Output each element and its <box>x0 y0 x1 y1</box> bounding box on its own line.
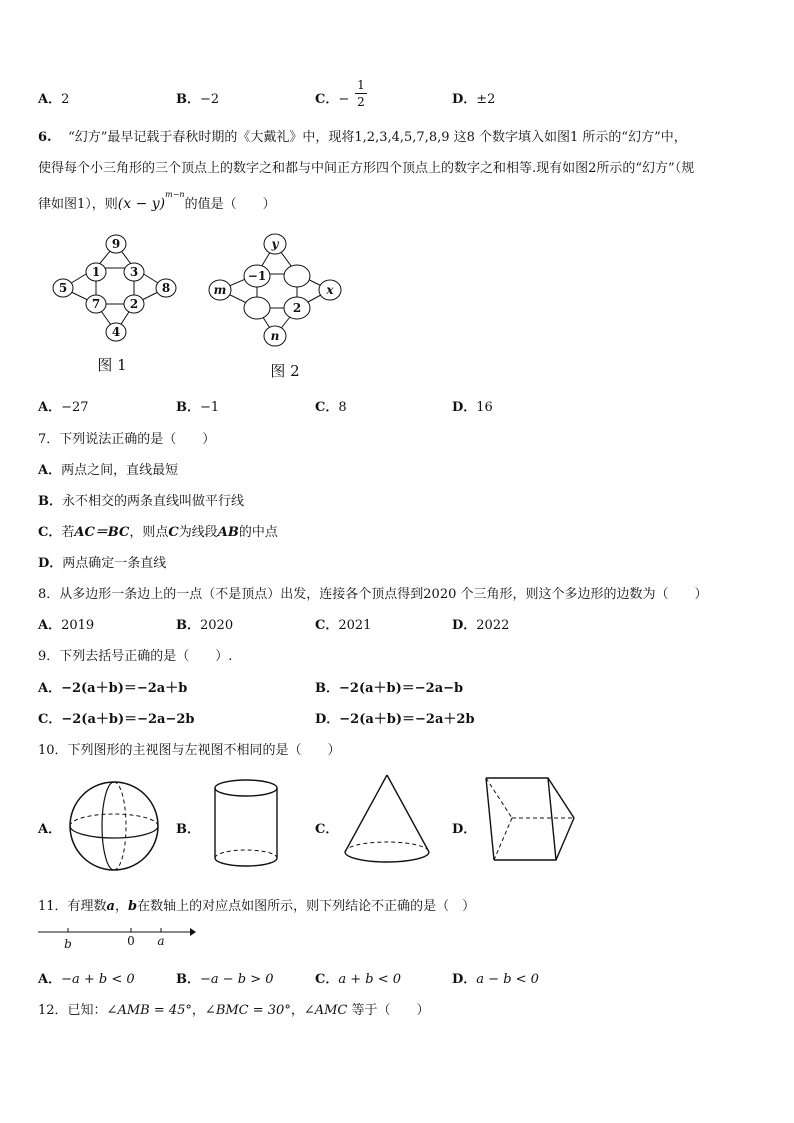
q7-option-a: A．两点之间，直线最短 <box>38 463 179 478</box>
q8-stem: 8．从多边形一条边上的一点（不是顶点）出发，连接各个顶点得到2020 个三角形，则这个多边形的边数为（ ） <box>38 587 708 602</box>
fig2-node-label: x <box>326 283 334 297</box>
q10-option-c-label: C． <box>315 822 339 837</box>
q6-option-d: D．16 <box>452 400 493 415</box>
number-line-arrow-icon <box>190 928 196 936</box>
q5-option-b: B．−2 <box>176 92 220 107</box>
q7-option-c: C．若AC＝BC，则点C为线段AB的中点 <box>38 525 278 540</box>
magic-square-figure-2 <box>202 232 352 382</box>
q10-option-a-label: A． <box>38 822 62 837</box>
fig1-caption: 图 1 <box>97 356 127 374</box>
q11-stem: 11．有理数a，b在数轴上的对应点如图所示，则下列结论不正确的是（ ） <box>38 899 476 914</box>
q6-option-c: C．8 <box>315 400 347 415</box>
sphere-icon <box>66 778 162 874</box>
fig1-node-label: 5 <box>58 281 68 295</box>
q6-line3: 律如图1），则$(x - y)^{m-n}$的值是（ ） <box>38 189 276 212</box>
fig1-node-label: 2 <box>129 297 139 311</box>
fig2-node-label: 2 <box>292 301 302 315</box>
magic-square-figure-1 <box>48 232 198 380</box>
fig2-caption: 图 2 <box>270 362 300 380</box>
q12-stem: 12．已知：∠AMB = 45°，∠BMC = 30°，∠AMC 等于（ ） <box>38 1003 430 1018</box>
number-line <box>36 924 200 954</box>
q6-line1: 6. “幻方”最早记载于春秋时期的《大戴礼》中，现将1,2,3,4,5,7,8,9 这8 个数字填入如图1 所示的“幻方”中， <box>38 130 687 145</box>
fig1-node-label: 7 <box>91 297 101 311</box>
q5-option-c: C．− <box>315 92 350 107</box>
q8-option-c: C．2021 <box>315 618 372 633</box>
q7-option-d: D．两点确定一条直线 <box>38 556 167 571</box>
fig2-node-label: n <box>270 329 280 343</box>
q9-option-a: A．−2(a＋b)＝−2a＋b <box>38 681 188 696</box>
prism-icon <box>478 774 578 866</box>
fig1-node-label: 1 <box>91 265 101 279</box>
q9-option-d: D．−2(a＋b)＝−2a＋2b <box>315 712 475 727</box>
q10-stem: 10．下列图形的主视图与左视图不相同的是（ ） <box>38 743 341 758</box>
q6-line2: 使得每个小三角形的三个顶点上的数字之和都与中间正方形四个顶点上的数字之和相等.现有如图2所示的“幻方”（规 <box>38 161 695 176</box>
fig2-node-circle <box>284 265 310 287</box>
q6-option-a: A．−27 <box>38 400 89 415</box>
q5-option-d: D．±2 <box>452 92 496 107</box>
q8-option-d: D．2022 <box>452 618 510 633</box>
q5-option-a: A．2 <box>38 92 70 107</box>
fig1-node-label: 4 <box>111 325 121 339</box>
fig2-node-label: y <box>271 237 279 251</box>
q9-option-c: C．−2(a＋b)＝−2a−2b <box>38 712 195 727</box>
q8-option-b: B．2020 <box>176 618 234 633</box>
number-line-label-zero: 0 <box>127 934 135 948</box>
number-line-label-b: b <box>64 937 72 951</box>
q8-option-a: A．2019 <box>38 618 95 633</box>
fig1-node-label: 9 <box>111 237 121 251</box>
q9-stem: 9．下列去括号正确的是（ ）. <box>38 649 233 664</box>
q10-option-b-label: B． <box>176 822 200 837</box>
number-line-label-a: a <box>157 934 165 948</box>
q10-option-d-label: D． <box>452 822 477 837</box>
fig1-node-label: 8 <box>161 281 171 295</box>
q11-option-c: C．a + b < 0 <box>315 972 402 987</box>
fig1-node-label: 3 <box>129 265 139 279</box>
fig2-node-label: m <box>213 283 227 297</box>
q5-option-c-fraction: 1 2 <box>355 77 367 110</box>
q7-stem: 7．下列说法正确的是（ ） <box>38 432 216 447</box>
q6-option-b: B．−1 <box>176 400 220 415</box>
q7-option-b: B．永不相交的两条直线叫做平行线 <box>38 494 245 509</box>
q11-option-a: A．−a + b < 0 <box>38 972 135 987</box>
fig2-node-label: −1 <box>247 269 267 283</box>
cylinder-icon <box>210 778 282 870</box>
cone-icon <box>340 772 434 868</box>
q11-option-d: D．a − b < 0 <box>452 972 539 987</box>
q9-option-b: B．−2(a＋b)＝−2a−b <box>315 681 464 696</box>
fig2-node-circle <box>244 297 270 319</box>
q11-option-b: B．−a − b > 0 <box>176 972 274 987</box>
